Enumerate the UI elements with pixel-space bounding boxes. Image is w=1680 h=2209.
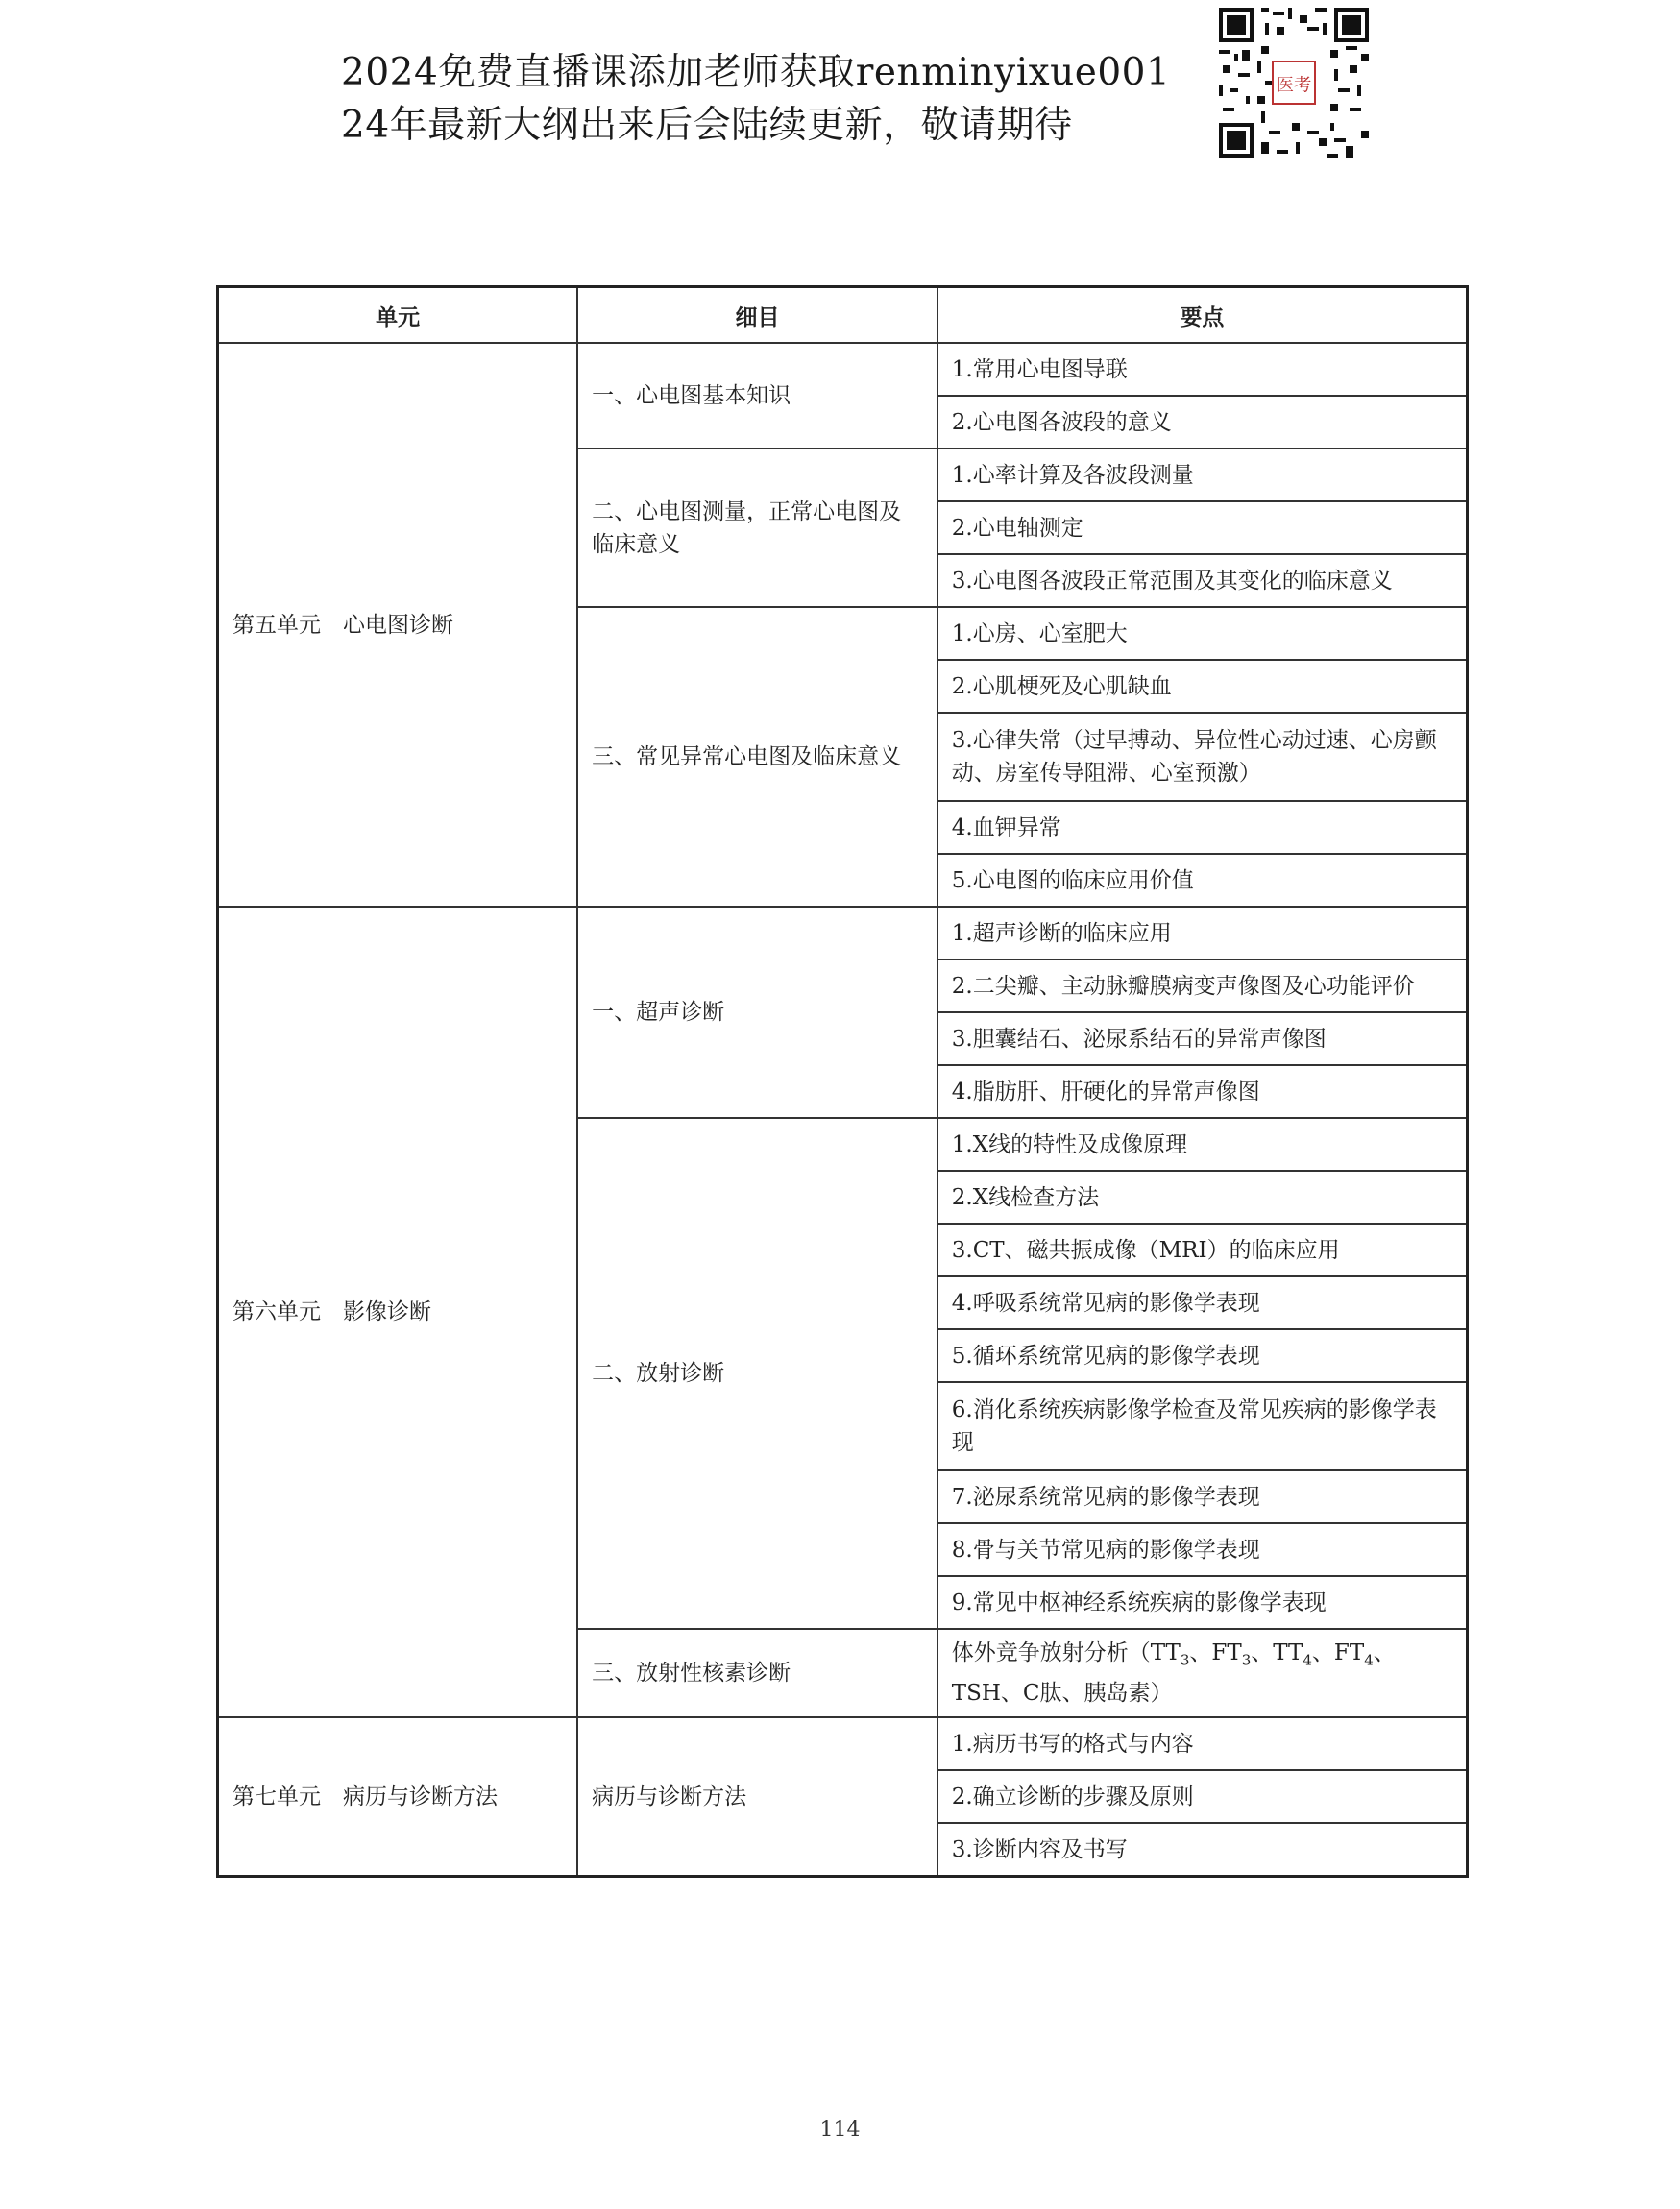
point-cell: 体外竞争放射分析（$TT_3$、$FT_3$、$TT_4$、$FT_4$、TSH、C肽、胰岛素） [937,1629,1468,1717]
point-cell: 3.心电图各波段正常范围及其变化的临床意义 [937,554,1468,607]
qr-code-icon[interactable] [1215,4,1373,161]
qr-logo-label: 医考 [1276,75,1312,96]
point-cell: 5.心电图的临床应用价值 [937,854,1468,907]
detail-cell: 三、常见异常心电图及临床意义 [577,607,937,907]
point-cell: 3.CT、磁共振成像（MRI）的临床应用 [937,1224,1468,1276]
table-header-row [218,287,1468,344]
point-cell: 2.心电图各波段的意义 [937,396,1468,449]
point-cell: 2.心电轴测定 [937,501,1468,554]
point-cell: 1.X线的特性及成像原理 [937,1118,1468,1171]
point-cell: 8.骨与关节常见病的影像学表现 [937,1523,1468,1576]
unit-cell: 第七单元 病历与诊断方法 [218,1717,578,1877]
detail-cell: 二、放射诊断 [577,1118,937,1629]
point-cell: 4.脂肪肝、肝硬化的异常声像图 [937,1065,1468,1118]
detail-cell: 一、心电图基本知识 [577,343,937,449]
table-row [218,1717,1468,1770]
point-cell: 5.循环系统常见病的影像学表现 [937,1329,1468,1382]
point-cell: 4.血钾异常 [937,801,1468,854]
unit-cell: 第五单元 心电图诊断 [218,343,578,907]
promo-line-2: 24年最新大纲出来后会陆续更新，敬请期待 [341,104,1073,147]
point-cell: 2.确立诊断的步骤及原则 [937,1770,1468,1823]
point-cell: 3.胆囊结石、泌尿系结石的异常声像图 [937,1012,1468,1065]
point-cell: 1.常用心电图导联 [937,343,1468,396]
point-cell: 1.病历书写的格式与内容 [937,1717,1468,1770]
point-cell: 3.诊断内容及书写 [937,1823,1468,1877]
header-points: 要点 [937,287,1468,344]
point-cell: 1.心房、心室肥大 [937,607,1468,660]
syllabus-table [216,285,1469,1878]
point-cell: 2.二尖瓣、主动脉瓣膜病变声像图及心功能评价 [937,959,1468,1012]
header-unit: 单元 [218,287,578,344]
detail-cell: 三、放射性核素诊断 [577,1629,937,1717]
point-cell: 2.X线检查方法 [937,1171,1468,1224]
detail-cell: 一、超声诊断 [577,907,937,1118]
point-cell: 1.心率计算及各波段测量 [937,449,1468,501]
table-row [218,343,1468,396]
point-cell: 1.超声诊断的临床应用 [937,907,1468,959]
page-number: 114 [819,2118,861,2142]
point-cell: 6.消化系统疾病影像学检查及常见疾病的影像学表现 [937,1382,1468,1470]
point-cell: 9.常见中枢神经系统疾病的影像学表现 [937,1576,1468,1629]
promo-line-1: 2024免费直播课添加老师获取renminyixue001 [341,51,1171,94]
point-cell: 2.心肌梗死及心肌缺血 [937,660,1468,713]
point-cell: 3.心律失常（过早搏动、异位性心动过速、心房颤动、房室传导阻滞、心室预激） [937,713,1468,801]
table-row [218,907,1468,959]
point-cell: 7.泌尿系统常见病的影像学表现 [937,1470,1468,1523]
point-cell: 4.呼吸系统常见病的影像学表现 [937,1276,1468,1329]
detail-cell: 病历与诊断方法 [577,1717,937,1877]
header-detail: 细目 [577,287,937,344]
promo-header [341,46,1205,152]
unit-cell: 第六单元 影像诊断 [218,907,578,1717]
detail-cell: 二、心电图测量，正常心电图及临床意义 [577,449,937,607]
